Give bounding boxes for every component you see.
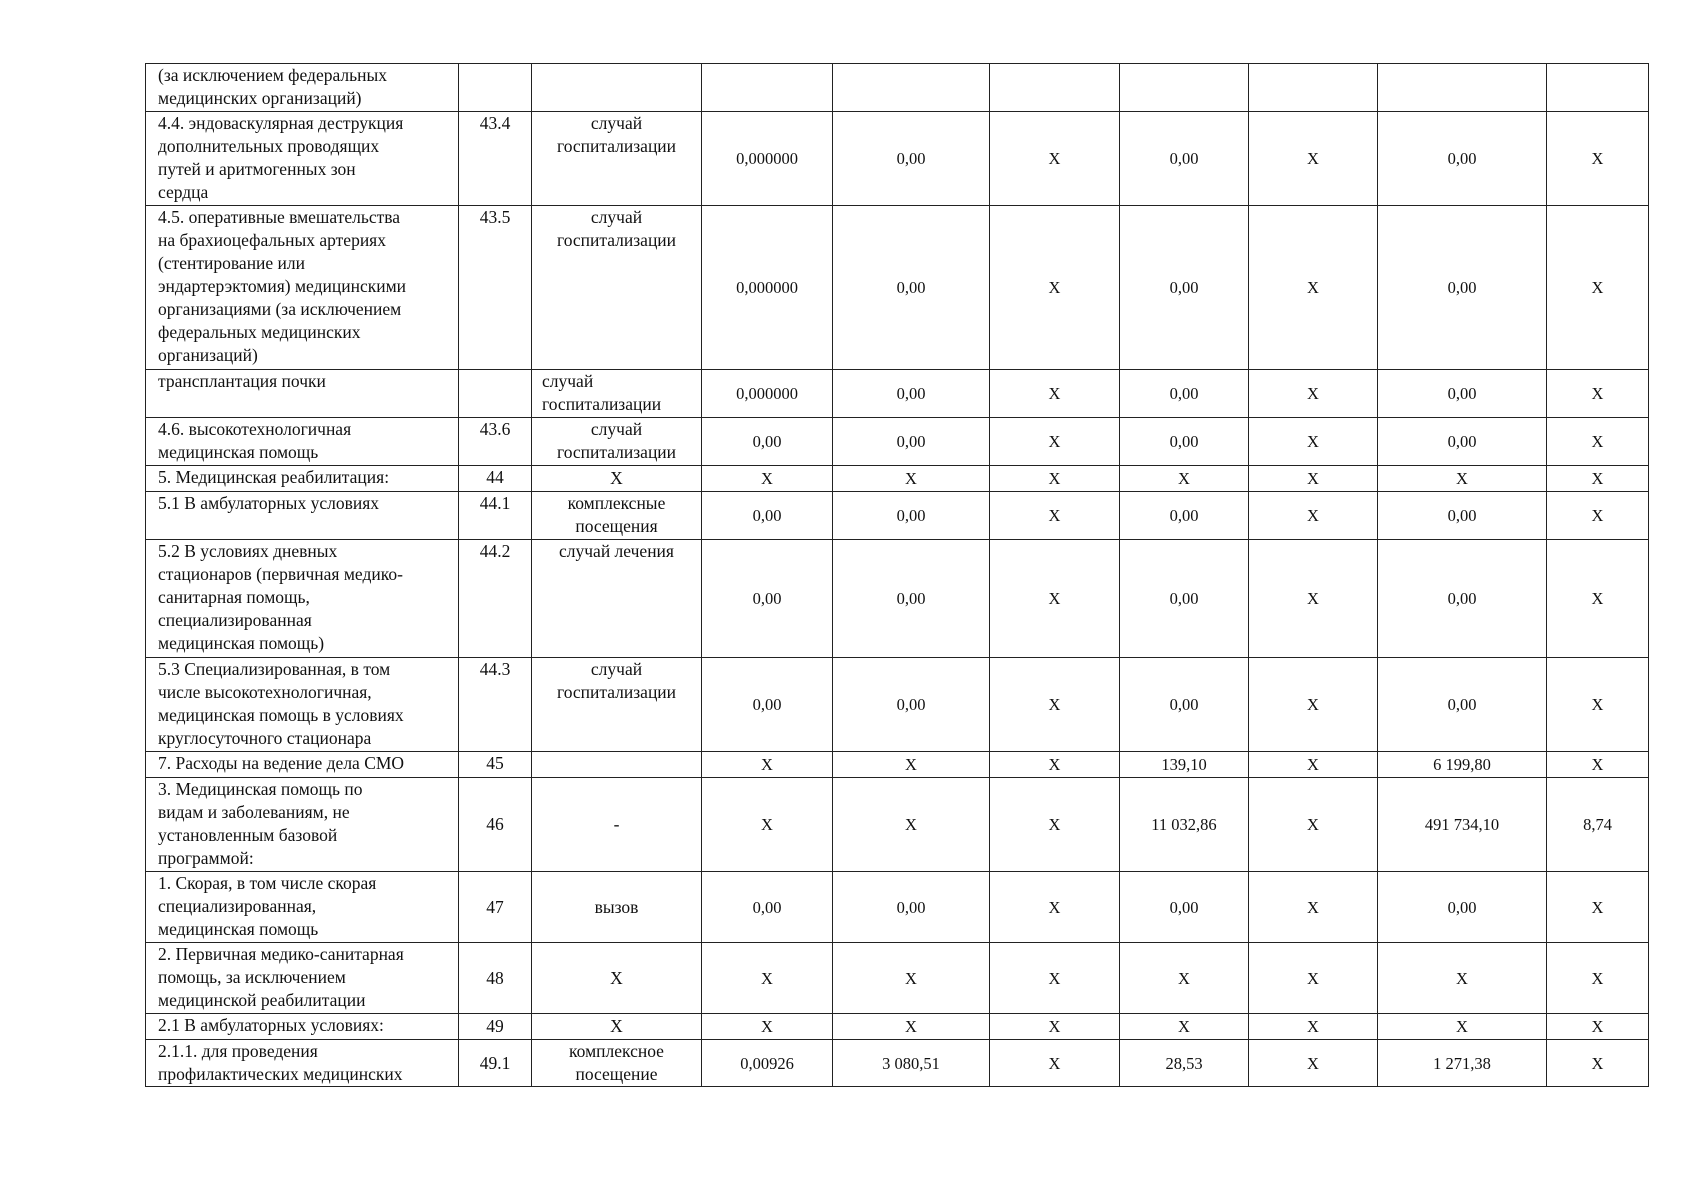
row-unit-cell: комплексное посещение — [532, 1040, 702, 1087]
row-code-cell — [459, 64, 532, 112]
value-col-5: X — [1249, 112, 1378, 206]
value-col-1: 0,00 — [702, 492, 833, 540]
table-row — [146, 370, 1649, 418]
value-col-5: X — [1249, 370, 1378, 418]
table-row — [146, 658, 1649, 752]
value-col-1: 0,000000 — [702, 206, 833, 370]
value-col-7: X — [1547, 872, 1649, 943]
table-row — [146, 752, 1649, 778]
value-col-2: X — [833, 466, 990, 492]
row-unit-cell: X — [532, 1014, 702, 1040]
row-code-cell: 43.5 — [459, 206, 532, 370]
value-col-7: X — [1547, 1014, 1649, 1040]
value-col-6: 6 199,80 — [1378, 752, 1547, 778]
table-row — [146, 1040, 1649, 1087]
value-col-7: X — [1547, 370, 1649, 418]
value-col-7: X — [1547, 540, 1649, 658]
value-col-5: X — [1249, 492, 1378, 540]
value-col-1 — [702, 64, 833, 112]
value-col-3: X — [990, 112, 1120, 206]
value-col-2: 0,00 — [833, 872, 990, 943]
row-unit-cell: случай госпитализации — [532, 370, 702, 418]
value-col-6: X — [1378, 466, 1547, 492]
value-col-7: X — [1547, 492, 1649, 540]
value-col-3 — [990, 64, 1120, 112]
row-name-cell: 7. Расходы на ведение дела СМО — [146, 752, 459, 778]
row-code-cell: 43.6 — [459, 418, 532, 466]
row-code-cell: 45 — [459, 752, 532, 778]
row-name-cell: трансплантация почки — [146, 370, 459, 418]
value-col-4: X — [1120, 943, 1249, 1014]
value-col-5: X — [1249, 778, 1378, 872]
value-col-5: X — [1249, 540, 1378, 658]
value-col-3: X — [990, 778, 1120, 872]
row-code-cell: 44.1 — [459, 492, 532, 540]
value-col-5: X — [1249, 658, 1378, 752]
value-col-2: X — [833, 943, 990, 1014]
row-code-cell: 46 — [459, 778, 532, 872]
value-col-3: X — [990, 540, 1120, 658]
value-col-1: 0,00 — [702, 872, 833, 943]
row-name-cell: 4.6. высокотехнологичная медицинская помощь — [146, 418, 459, 466]
value-col-4: 0,00 — [1120, 540, 1249, 658]
row-unit-cell: X — [532, 943, 702, 1014]
value-col-7: X — [1547, 112, 1649, 206]
value-col-4: 139,10 — [1120, 752, 1249, 778]
row-unit-cell: комплексные посещения — [532, 492, 702, 540]
value-col-4: 0,00 — [1120, 658, 1249, 752]
value-col-3: X — [990, 492, 1120, 540]
value-col-6: 491 734,10 — [1378, 778, 1547, 872]
value-col-2: 0,00 — [833, 112, 990, 206]
value-col-4: 0,00 — [1120, 872, 1249, 943]
value-col-4: 11 032,86 — [1120, 778, 1249, 872]
table-body — [146, 64, 1649, 1087]
value-col-1: 0,00 — [702, 540, 833, 658]
value-col-7: X — [1547, 658, 1649, 752]
value-col-6: 0,00 — [1378, 206, 1547, 370]
row-unit-cell: случай госпитализации — [532, 658, 702, 752]
value-col-6: X — [1378, 1014, 1547, 1040]
value-col-6: 0,00 — [1378, 872, 1547, 943]
table-row — [146, 778, 1649, 872]
table-row — [146, 418, 1649, 466]
row-code-cell: 49.1 — [459, 1040, 532, 1087]
row-name-cell: 5.3 Специализированная, в том числе высокотехнологичная, медицинская помощь в условиях круглосуточного стационара — [146, 658, 459, 752]
value-col-4: 0,00 — [1120, 492, 1249, 540]
table-row — [146, 492, 1649, 540]
table-row — [146, 466, 1649, 492]
table-row — [146, 112, 1649, 206]
value-col-6: 0,00 — [1378, 492, 1547, 540]
value-col-2: X — [833, 752, 990, 778]
value-col-7: 8,74 — [1547, 778, 1649, 872]
table-row — [146, 872, 1649, 943]
value-col-2: 0,00 — [833, 206, 990, 370]
table-row — [146, 64, 1649, 112]
value-col-5: X — [1249, 752, 1378, 778]
row-unit-cell: случай госпитализации — [532, 112, 702, 206]
value-col-6: 0,00 — [1378, 540, 1547, 658]
value-col-7: X — [1547, 466, 1649, 492]
value-col-2: 0,00 — [833, 540, 990, 658]
value-col-3: X — [990, 1014, 1120, 1040]
table-row — [146, 206, 1649, 370]
row-code-cell: 44.2 — [459, 540, 532, 658]
row-unit-cell — [532, 64, 702, 112]
value-col-2: 3 080,51 — [833, 1040, 990, 1087]
value-col-2: 0,00 — [833, 418, 990, 466]
value-col-3: X — [990, 370, 1120, 418]
row-unit-cell: случай госпитализации — [532, 418, 702, 466]
row-unit-cell: случай лечения — [532, 540, 702, 658]
row-unit-cell — [532, 752, 702, 778]
value-col-5: X — [1249, 872, 1378, 943]
value-col-2: 0,00 — [833, 370, 990, 418]
row-name-cell: 2.1 В амбулаторных условиях: — [146, 1014, 459, 1040]
value-col-4 — [1120, 64, 1249, 112]
row-code-cell: 47 — [459, 872, 532, 943]
row-name-cell: 2.1.1. для проведения профилактических медицинских — [146, 1040, 459, 1087]
value-col-3: X — [990, 943, 1120, 1014]
row-name-cell: 1. Скорая, в том числе скорая специализированная, медицинская помощь — [146, 872, 459, 943]
value-col-3: X — [990, 752, 1120, 778]
value-col-3: X — [990, 466, 1120, 492]
data-table — [145, 63, 1649, 1087]
value-col-3: X — [990, 1040, 1120, 1087]
value-col-5 — [1249, 64, 1378, 112]
row-name-cell: 3. Медицинская помощь по видам и заболеваниям, не установленным базовой программой: — [146, 778, 459, 872]
row-code-cell: 43.4 — [459, 112, 532, 206]
value-col-1: 0,000000 — [702, 112, 833, 206]
row-unit-cell: случай госпитализации — [532, 206, 702, 370]
value-col-5: X — [1249, 1014, 1378, 1040]
value-col-1: X — [702, 466, 833, 492]
value-col-7 — [1547, 64, 1649, 112]
value-col-6: 0,00 — [1378, 370, 1547, 418]
value-col-5: X — [1249, 418, 1378, 466]
value-col-1: 0,000000 — [702, 370, 833, 418]
value-col-5: X — [1249, 206, 1378, 370]
value-col-6 — [1378, 64, 1547, 112]
value-col-1: 0,00 — [702, 658, 833, 752]
value-col-2: 0,00 — [833, 492, 990, 540]
value-col-1: X — [702, 943, 833, 1014]
value-col-7: X — [1547, 206, 1649, 370]
value-col-1: X — [702, 778, 833, 872]
value-col-3: X — [990, 872, 1120, 943]
value-col-2: X — [833, 778, 990, 872]
value-col-6: 0,00 — [1378, 112, 1547, 206]
value-col-4: 0,00 — [1120, 418, 1249, 466]
value-col-6: 0,00 — [1378, 658, 1547, 752]
value-col-1: 0,00926 — [702, 1040, 833, 1087]
row-code-cell: 44.3 — [459, 658, 532, 752]
value-col-5: X — [1249, 466, 1378, 492]
value-col-3: X — [990, 206, 1120, 370]
value-col-4: X — [1120, 1014, 1249, 1040]
row-name-cell: 4.4. эндоваскулярная деструкция дополнительных проводящих путей и аритмогенных зон сердца — [146, 112, 459, 206]
value-col-2: 0,00 — [833, 658, 990, 752]
value-col-4: 0,00 — [1120, 370, 1249, 418]
value-col-4: X — [1120, 466, 1249, 492]
value-col-5: X — [1249, 1040, 1378, 1087]
row-unit-cell: вызов — [532, 872, 702, 943]
row-code-cell: 49 — [459, 1014, 532, 1040]
row-name-cell: 2. Первичная медико-санитарная помощь, за исключением медицинской реабилитации — [146, 943, 459, 1014]
table-row — [146, 540, 1649, 658]
value-col-2: X — [833, 1014, 990, 1040]
value-col-7: X — [1547, 752, 1649, 778]
value-col-4: 0,00 — [1120, 206, 1249, 370]
row-name-cell: (за исключением федеральных медицинских организаций) — [146, 64, 459, 112]
value-col-4: 0,00 — [1120, 112, 1249, 206]
value-col-7: X — [1547, 1040, 1649, 1087]
row-unit-cell: X — [532, 466, 702, 492]
value-col-4: 28,53 — [1120, 1040, 1249, 1087]
value-col-7: X — [1547, 943, 1649, 1014]
row-name-cell: 5. Медицинская реабилитация: — [146, 466, 459, 492]
value-col-3: X — [990, 658, 1120, 752]
value-col-7: X — [1547, 418, 1649, 466]
value-col-2 — [833, 64, 990, 112]
row-name-cell: 4.5. оперативные вмешательства на брахиоцефальных артериях (стентирование или эндартерэктомия) медицинскими организациями (за исключением федеральных медицинских организаций) — [146, 206, 459, 370]
value-col-1: X — [702, 752, 833, 778]
value-col-1: 0,00 — [702, 418, 833, 466]
row-code-cell: 48 — [459, 943, 532, 1014]
value-col-5: X — [1249, 943, 1378, 1014]
value-col-6: X — [1378, 943, 1547, 1014]
value-col-6: 1 271,38 — [1378, 1040, 1547, 1087]
value-col-3: X — [990, 418, 1120, 466]
row-unit-cell: - — [532, 778, 702, 872]
value-col-6: 0,00 — [1378, 418, 1547, 466]
row-name-cell: 5.2 В условиях дневных стационаров (первичная медико- санитарная помощь, специализированная медицинская помощь) — [146, 540, 459, 658]
table-row — [146, 943, 1649, 1014]
table-row — [146, 1014, 1649, 1040]
row-code-cell: 44 — [459, 466, 532, 492]
row-code-cell — [459, 370, 532, 418]
value-col-1: X — [702, 1014, 833, 1040]
row-name-cell: 5.1 В амбулаторных условиях — [146, 492, 459, 540]
